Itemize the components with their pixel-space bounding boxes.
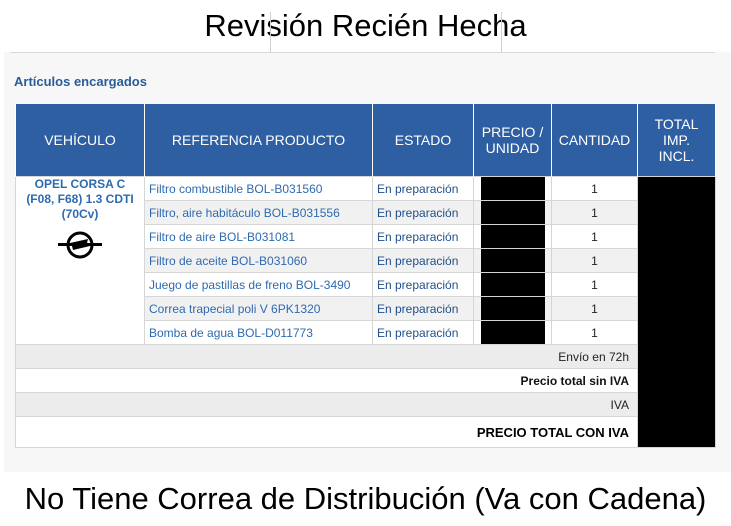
redaction-block [481,201,545,224]
opel-logo-icon [57,230,103,260]
unit-price-cell [474,297,552,321]
caption-top: Revisión Recién Hecha [204,8,527,43]
status-cell: En preparación [373,321,474,345]
product-ref-link[interactable]: Filtro combustible BOL-B031560 [149,181,323,196]
header-estado: ESTADO [373,104,474,177]
header-precio-line1: PRECIO / [481,124,544,140]
subtotal-label: Precio total sin IVA [16,369,638,393]
total-redaction-block [638,177,716,448]
header-cantidad: CANTIDAD [552,104,638,177]
redaction-block [481,177,545,200]
vehicle-power[interactable]: (70Cv) [61,207,99,221]
quantity-cell: 1 [552,297,638,321]
product-ref-cell [145,225,373,249]
shipping-label: Envío en 72h [16,345,638,369]
redaction-block [481,225,545,248]
quantity-cell: 1 [552,273,638,297]
product-ref-link[interactable]: Filtro de aire BOL-B031081 [149,229,296,244]
status-cell: En preparación [373,201,474,225]
product-ref-cell [145,201,373,225]
header-total-line3: INCL. [658,148,695,164]
status-cell: En preparación [373,273,474,297]
summary-row-con-iva [16,417,716,448]
status-cell: En preparación [373,225,474,249]
product-ref-cell [145,297,373,321]
header-total-line2: IMP. [663,132,690,148]
vat-label: IVA [16,393,638,417]
header-total [638,104,716,177]
unit-price-cell [474,249,552,273]
unit-price-cell [474,177,552,201]
section-title: Artículos encargados [14,74,147,89]
product-ref-cell [145,177,373,201]
header-separator [270,12,271,52]
quantity-cell: 1 [552,201,638,225]
redaction-block [481,321,545,344]
status-cell: En preparación [373,249,474,273]
vehicle-engine[interactable]: (F08, F68) 1.3 CDTI [26,192,134,206]
product-ref-link[interactable]: Bomba de agua BOL-D011773 [149,325,313,340]
redaction-block [481,297,545,320]
product-ref-cell [145,249,373,273]
product-ref-cell [145,321,373,345]
status-cell: En preparación [373,177,474,201]
vehicle-cell [16,177,145,345]
header-divider [10,52,715,53]
header-total-line1: TOTAL [654,116,699,132]
summary-row-iva [16,393,716,417]
unit-price-cell [474,225,552,249]
vehicle-model[interactable]: OPEL CORSA C [34,177,126,191]
header-precio-line2: UNIDAD [485,140,540,156]
unit-price-cell [474,321,552,345]
quantity-cell: 1 [552,321,638,345]
status-cell: En preparación [373,297,474,321]
table-row [16,177,716,201]
redaction-block [481,249,545,272]
header-separator [501,12,502,52]
product-ref-cell [145,273,373,297]
ordered-items-table [15,104,716,448]
header-precio [474,104,552,177]
grand-total-label: PRECIO TOTAL CON IVA [16,417,638,448]
redaction-block [481,273,545,296]
product-ref-link[interactable]: Correa trapecial poli V 6PK1320 [149,301,321,316]
product-ref-link[interactable]: Juego de pastillas de freno BOL-3490 [149,277,351,292]
unit-price-cell [474,273,552,297]
quantity-cell: 1 [552,249,638,273]
unit-price-cell [474,201,552,225]
header-referencia: REFERENCIA PRODUCTO [145,104,373,177]
header-vehiculo: VEHÍCULO [16,104,145,177]
quantity-cell: 1 [552,177,638,201]
quantity-cell: 1 [552,225,638,249]
summary-row-sin-iva [16,369,716,393]
product-ref-link[interactable]: Filtro de aceite BOL-B031060 [149,253,308,268]
product-ref-link[interactable]: Filtro, aire habitáculo BOL-B031556 [149,205,340,220]
table-header-row [16,104,716,177]
caption-bottom: No Tiene Correa de Distribución (Va con Cadena) [24,481,707,516]
summary-row-envio [16,345,716,369]
